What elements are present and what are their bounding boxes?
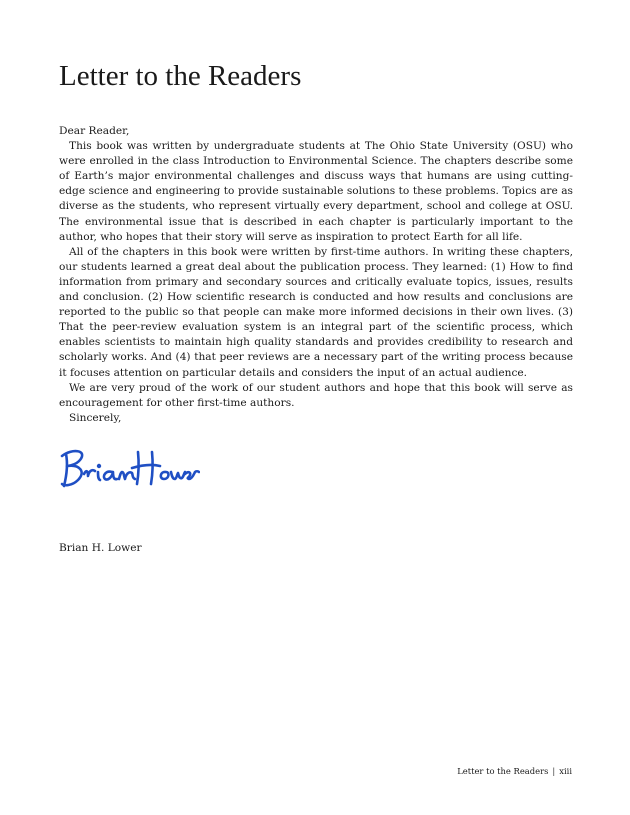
page-title: Letter to the Readers (59, 60, 302, 92)
page-number: xiii (559, 766, 572, 776)
footer-separator: | (552, 766, 556, 776)
signer-name: Brian H. Lower (59, 542, 142, 554)
closing: Sincerely, (69, 411, 122, 424)
page-footer (457, 765, 572, 777)
handwritten-signature (58, 444, 200, 492)
footer-section-title: Letter to the Readers (457, 766, 549, 776)
paragraph-3: We are very proud of the work of our student authors and hope that this book will serve as encouragement for other first-time authors. (59, 381, 573, 409)
letter-body (59, 124, 573, 426)
salutation: Dear Reader, (59, 125, 130, 137)
paragraph-2: All of the chapters in this book were written by first-time authors. In writing these chapters, our students learned a great deal about the publication process. They learned: (1) How to find information from primary and secondary sources and critically evaluate topics, issues, results and conclusion. (2) How scientific research is conducted and how results and conclusions are reported to the public so that people can make more informed decisions in their own lives. (3) That the peer-review evaluation system is an integral part of the scientific process, which enables scientists to maintain high quality standards and provides credibility to research and scholarly works. And (4) that peer reviews are a necessary part of the writing process because it focuses attention on particular details and considers the input of an actual audience. (59, 245, 573, 379)
paragraph-1: This book was written by undergraduate students at The Ohio State University (OSU) who were enrolled in the class Introduction to Environmental Science. The chapters describe some of Earth’s major environmental challenges and discuss ways that humans are using cutting-edge science and engineering to provide sustainable solutions to these problems. Topics are as diverse as the students, who represent virtually every department, school and college at OSU. The environmental issue that is described in each chapter is particularly important to the author, who hopes that their story will serve as inspiration to protect Earth for all life. (59, 140, 573, 243)
